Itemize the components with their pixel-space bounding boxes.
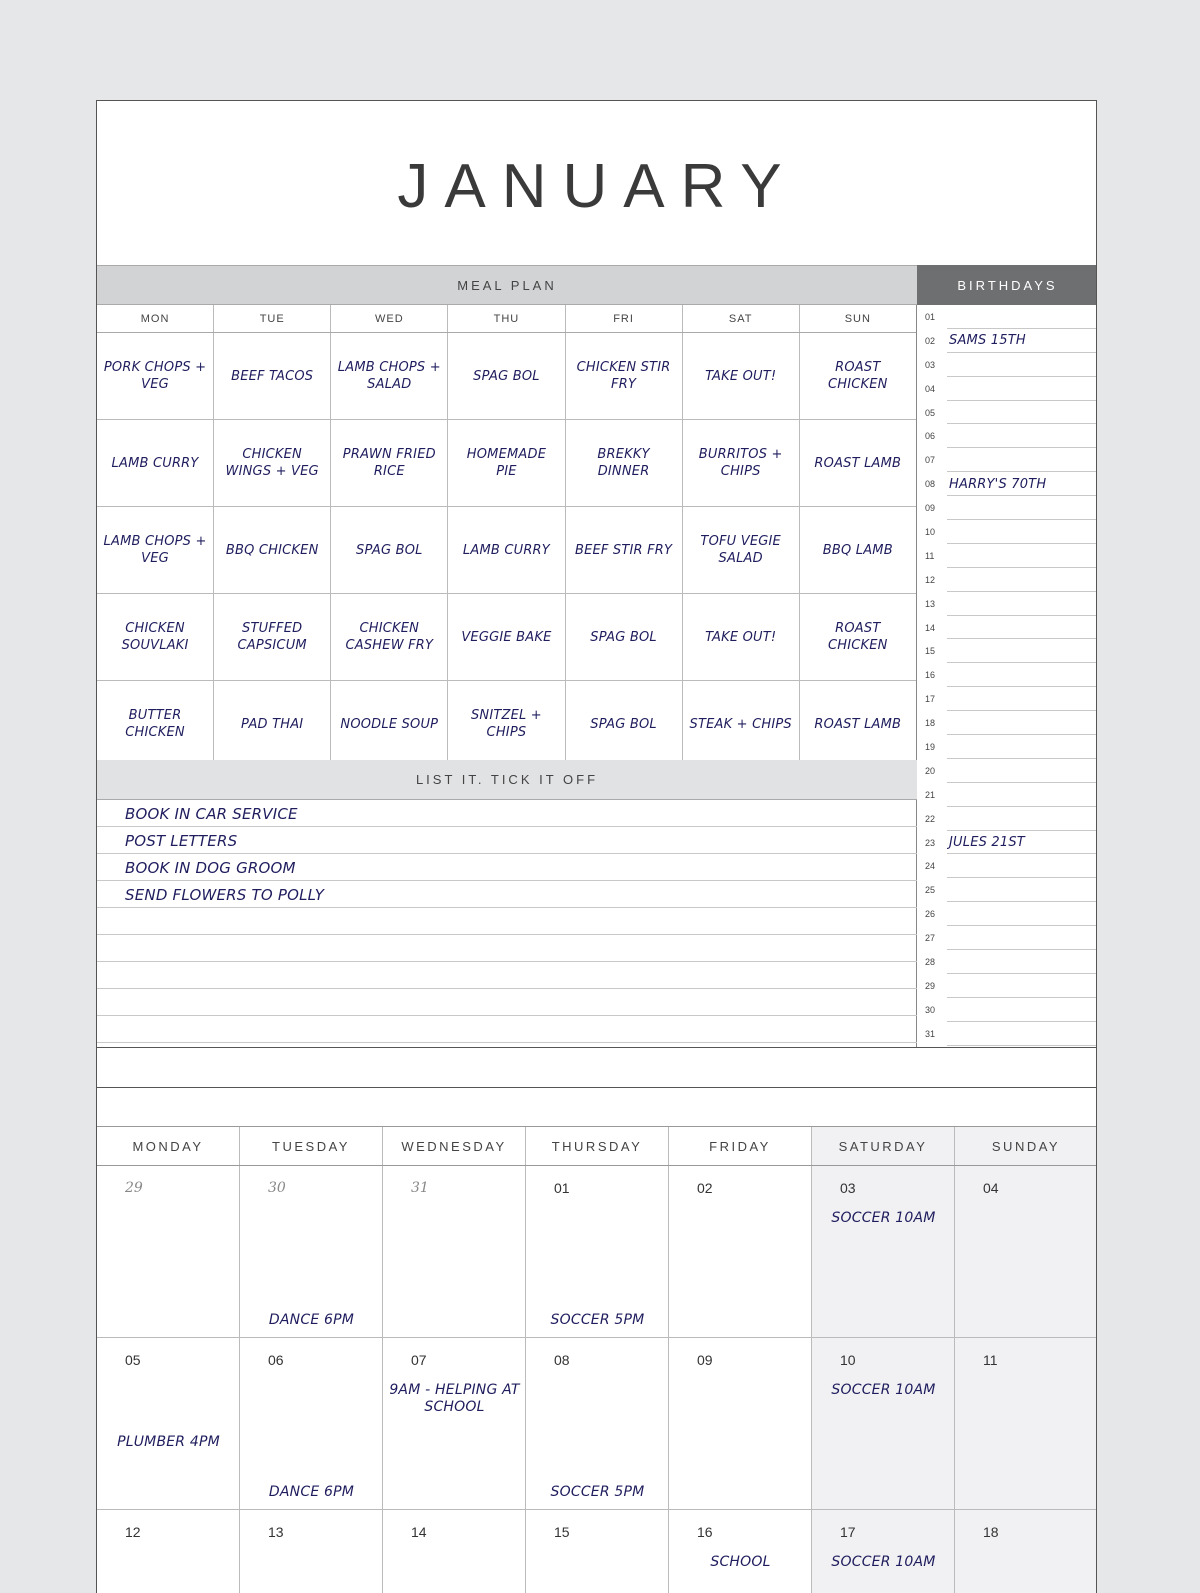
meal-plan-row	[97, 681, 917, 768]
birthday-day-number: 17	[925, 694, 936, 705]
meal-day-header: WED	[331, 305, 448, 332]
day-number: 31	[411, 1180, 429, 1196]
birthday-row	[917, 496, 1097, 520]
divider	[97, 1087, 1097, 1088]
calendar-day-cell[interactable]	[812, 1510, 955, 1593]
calendar-event[interactable]: SOCCER 10AM	[831, 1554, 936, 1570]
meal-cell[interactable]: LAMB CURRY	[448, 507, 565, 593]
birthday-day-number: 20	[925, 765, 936, 776]
meal-cell[interactable]: SPAG BOL	[448, 333, 565, 419]
calendar-day-header: THURSDAY	[526, 1127, 669, 1165]
month-title: JANUARY	[397, 152, 798, 221]
meal-cell[interactable]: BBQ LAMB	[800, 507, 917, 593]
meal-cell[interactable]: BEEF STIR FRY	[566, 507, 683, 593]
birthday-day-number: 24	[925, 861, 936, 872]
birthday-day-number: 22	[925, 813, 936, 824]
calendar-event[interactable]: SCHOOL	[710, 1554, 771, 1570]
birthday-entry[interactable]: JULES 21ST	[949, 835, 1025, 851]
birthday-row	[917, 568, 1097, 592]
todo-item[interactable]	[97, 908, 917, 935]
birthdays-list	[916, 305, 1097, 1047]
meal-day-header: TUE	[214, 305, 331, 332]
birthday-row	[917, 544, 1097, 568]
day-number: 16	[697, 1524, 713, 1540]
calendar-day-header: SUNDAY	[955, 1127, 1097, 1165]
meal-plan-row	[97, 594, 917, 681]
meal-cell[interactable]: STUFFED CAPSICUM	[214, 594, 331, 680]
calendar-week-row	[97, 1510, 1097, 1593]
birthday-day-number: 02	[925, 335, 936, 346]
meal-cell[interactable]: ROAST LAMB	[800, 420, 917, 506]
birthday-day-number: 12	[925, 574, 936, 585]
birthday-day-number: 21	[925, 789, 936, 800]
birthday-day-number: 30	[925, 1004, 936, 1015]
day-number: 30	[268, 1180, 286, 1196]
meal-cell[interactable]: ROAST LAMB	[800, 681, 917, 767]
birthday-row	[917, 807, 1097, 831]
birthday-day-number: 23	[925, 837, 936, 848]
birthday-entry[interactable]: HARRY'S 70TH	[949, 476, 1047, 492]
calendar-day-header: TUESDAY	[240, 1127, 383, 1165]
calendar-event[interactable]: SOCCER 10AM	[831, 1382, 936, 1398]
birthday-day-number: 08	[925, 479, 936, 490]
day-number: 06	[268, 1352, 284, 1368]
meal-cell[interactable]: CHICKEN WINGS + VEG	[214, 420, 331, 506]
calendar-day-cell[interactable]	[669, 1166, 812, 1337]
calendar-day-cell[interactable]	[812, 1338, 955, 1509]
birthday-row	[917, 353, 1097, 377]
birthdays-header: BIRTHDAYS	[917, 265, 1097, 305]
birthday-day-number: 09	[925, 503, 936, 514]
birthday-row	[917, 520, 1097, 544]
todo-item[interactable]: BOOK IN CAR SERVICE	[97, 800, 917, 827]
calendar-day-cell[interactable]	[97, 1166, 240, 1337]
calendar-day-cell[interactable]	[97, 1510, 240, 1593]
meal-cell[interactable]: CHICKEN CASHEW FRY	[331, 594, 448, 680]
todo-item[interactable]	[97, 1016, 917, 1043]
birthday-row	[917, 448, 1097, 472]
calendar-day-header: SATURDAY	[812, 1127, 955, 1165]
birthday-row	[917, 759, 1097, 783]
meal-cell[interactable]: PAD THAI	[214, 681, 331, 767]
birthday-day-number: 06	[925, 431, 936, 442]
meal-cell[interactable]: BREKKY DINNER	[566, 420, 683, 506]
birthday-row	[917, 926, 1097, 950]
birthday-row	[917, 1022, 1097, 1046]
todo-header: LIST IT. TICK IT OFF	[97, 760, 917, 800]
calendar-event[interactable]: DANCE 6PM	[268, 1312, 355, 1328]
calendar-day-cell[interactable]	[526, 1338, 669, 1509]
todo-item[interactable]: BOOK IN DOG GROOM	[97, 854, 917, 881]
meal-cell[interactable]: VEGGIE BAKE	[448, 594, 565, 680]
birthday-row	[917, 639, 1097, 663]
meal-cell[interactable]: SPAG BOL	[566, 681, 683, 767]
day-number: 07	[411, 1352, 427, 1368]
calendar-event[interactable]: 9AM - HELPING AT SCHOOL	[389, 1382, 520, 1415]
birthday-day-number: 04	[925, 383, 936, 394]
todo-item[interactable]	[97, 935, 917, 962]
todo-item[interactable]: SEND FLOWERS TO POLLY	[97, 881, 917, 908]
month-calendar	[97, 1126, 1097, 1593]
meal-cell[interactable]: ROAST CHICKEN	[800, 594, 917, 680]
meal-cell[interactable]: SNITZEL + CHIPS	[448, 681, 565, 767]
meal-cell[interactable]: BBQ CHICKEN	[214, 507, 331, 593]
meal-cell[interactable]: NOODLE SOUP	[331, 681, 448, 767]
meal-cell[interactable]: STEAK + CHIPS	[683, 681, 800, 767]
day-number: 17	[840, 1524, 856, 1540]
birthday-entry[interactable]: SAMS 15TH	[949, 333, 1026, 349]
birthday-row	[917, 783, 1097, 807]
meal-plan-row	[97, 507, 917, 594]
meal-cell[interactable]: PORK CHOPS + VEG	[97, 333, 214, 419]
calendar-day-cell[interactable]	[383, 1510, 526, 1593]
calendar-day-cell[interactable]	[955, 1338, 1097, 1509]
day-number: 18	[983, 1524, 999, 1540]
birthday-day-number: 16	[925, 670, 936, 681]
birthday-day-number: 11	[925, 550, 935, 561]
birthday-day-number: 03	[925, 359, 936, 370]
meal-plan-body	[97, 333, 917, 768]
birthday-day-number: 25	[925, 885, 936, 896]
meal-cell[interactable]: LAMB CHOPS + VEG	[97, 507, 214, 593]
birthday-day-number: 29	[925, 980, 936, 991]
birthday-row	[917, 854, 1097, 878]
calendar-day-cell[interactable]	[383, 1166, 526, 1337]
day-number: 02	[697, 1180, 713, 1196]
todo-list	[97, 800, 917, 1043]
day-number: 12	[125, 1524, 141, 1540]
birthday-row	[917, 711, 1097, 735]
calendar-day-cell[interactable]	[240, 1510, 383, 1593]
calendar-week-row	[97, 1338, 1097, 1510]
meal-day-header: SAT	[683, 305, 800, 332]
calendar-body	[97, 1166, 1097, 1593]
meal-cell[interactable]: TOFU VEGIE SALAD	[683, 507, 800, 593]
birthday-day-number: 10	[925, 526, 936, 537]
birthday-row	[917, 831, 1097, 855]
meal-cell[interactable]: LAMB CURRY	[97, 420, 214, 506]
birthday-line	[947, 1045, 1097, 1046]
calendar-event[interactable]: DANCE 6PM	[268, 1484, 355, 1500]
calendar-event[interactable]: PLUMBER 4PM	[117, 1434, 220, 1450]
meal-cell[interactable]: CHICKEN SOUVLAKI	[97, 594, 214, 680]
birthday-row	[917, 687, 1097, 711]
calendar-week-row	[97, 1166, 1097, 1338]
meal-cell[interactable]: BUTTER CHICKEN	[97, 681, 214, 767]
todo-item[interactable]: POST LETTERS	[97, 827, 917, 854]
day-number: 11	[983, 1352, 998, 1368]
birthday-day-number: 01	[925, 311, 936, 322]
birthday-row	[917, 305, 1097, 329]
birthday-row	[917, 950, 1097, 974]
birthday-row	[917, 974, 1097, 998]
birthday-row	[917, 735, 1097, 759]
birthday-day-number: 13	[925, 598, 936, 609]
meal-cell[interactable]: ROAST CHICKEN	[800, 333, 917, 419]
meal-cell[interactable]: PRAWN FRIED RICE	[331, 420, 448, 506]
day-number: 09	[697, 1352, 713, 1368]
birthday-row	[917, 472, 1097, 496]
meal-cell[interactable]: HOMEMADE PIE	[448, 420, 565, 506]
birthday-row	[917, 663, 1097, 687]
birthday-row	[917, 329, 1097, 353]
birthday-day-number: 28	[925, 956, 936, 967]
calendar-day-headers	[97, 1126, 1097, 1166]
meal-cell[interactable]: BEEF TACOS	[214, 333, 331, 419]
calendar-day-cell[interactable]	[955, 1510, 1097, 1593]
calendar-day-cell[interactable]	[97, 1338, 240, 1509]
calendar-event[interactable]: SOCCER 5PM	[550, 1484, 645, 1500]
day-number: 14	[411, 1524, 427, 1540]
calendar-day-cell[interactable]	[526, 1166, 669, 1337]
calendar-day-cell[interactable]	[383, 1338, 526, 1509]
birthday-row	[917, 616, 1097, 640]
day-number: 15	[554, 1524, 570, 1540]
meal-plan-grid	[97, 305, 917, 768]
birthday-day-number: 26	[925, 909, 936, 920]
divider	[97, 1047, 1097, 1048]
day-number: 05	[125, 1352, 141, 1368]
day-number: 08	[554, 1352, 570, 1368]
meal-cell[interactable]: SPAG BOL	[331, 507, 448, 593]
calendar-day-cell[interactable]	[669, 1510, 812, 1593]
day-number: 04	[983, 1180, 999, 1196]
day-number: 29	[125, 1180, 143, 1196]
birthday-day-number: 31	[925, 1028, 936, 1039]
birthday-row	[917, 401, 1097, 425]
calendar-day-header: FRIDAY	[669, 1127, 812, 1165]
meal-day-header: MON	[97, 305, 214, 332]
birthday-day-number: 14	[925, 622, 936, 633]
day-number: 13	[268, 1524, 284, 1540]
birthday-row	[917, 592, 1097, 616]
birthday-row	[917, 878, 1097, 902]
todo-item[interactable]	[97, 962, 917, 989]
calendar-day-cell[interactable]	[526, 1510, 669, 1593]
calendar-day-header: WEDNESDAY	[383, 1127, 526, 1165]
calendar-day-cell[interactable]	[669, 1338, 812, 1509]
calendar-day-header: MONDAY	[97, 1127, 240, 1165]
meal-cell[interactable]: TAKE OUT!	[683, 333, 800, 419]
planner-sheet	[96, 100, 1097, 1593]
meal-day-header: FRI	[566, 305, 683, 332]
todo-item[interactable]	[97, 989, 917, 1016]
birthday-day-number: 19	[925, 741, 936, 752]
birthday-day-number: 27	[925, 933, 936, 944]
meal-day-header: SUN	[800, 305, 917, 332]
calendar-day-cell[interactable]	[812, 1166, 955, 1337]
day-number: 10	[840, 1352, 856, 1368]
meal-cell[interactable]: SPAG BOL	[566, 594, 683, 680]
meal-day-header: THU	[448, 305, 565, 332]
meal-cell[interactable]: BURRITOS + CHIPS	[683, 420, 800, 506]
meal-cell[interactable]: CHICKEN STIR FRY	[566, 333, 683, 419]
birthday-day-number: 18	[925, 718, 936, 729]
calendar-day-cell[interactable]	[240, 1338, 383, 1509]
calendar-day-cell[interactable]	[955, 1166, 1097, 1337]
birthday-day-number: 05	[925, 407, 936, 418]
calendar-day-cell[interactable]	[240, 1166, 383, 1337]
meal-plan-day-headers	[97, 305, 917, 333]
meal-cell[interactable]: LAMB CHOPS + SALAD	[331, 333, 448, 419]
birthday-row	[917, 424, 1097, 448]
birthday-row	[917, 998, 1097, 1022]
meal-plan-row	[97, 333, 917, 420]
meal-plan-header: MEAL PLAN	[97, 265, 917, 305]
birthday-day-number: 15	[925, 646, 936, 657]
day-number: 03	[840, 1180, 856, 1196]
birthday-row	[917, 377, 1097, 401]
meal-cell[interactable]: TAKE OUT!	[683, 594, 800, 680]
calendar-event[interactable]: SOCCER 5PM	[550, 1312, 645, 1328]
birthday-day-number: 07	[925, 455, 936, 466]
birthday-row	[917, 902, 1097, 926]
day-number: 01	[554, 1180, 570, 1196]
meal-plan-row	[97, 420, 917, 507]
calendar-event[interactable]: SOCCER 10AM	[831, 1210, 936, 1226]
